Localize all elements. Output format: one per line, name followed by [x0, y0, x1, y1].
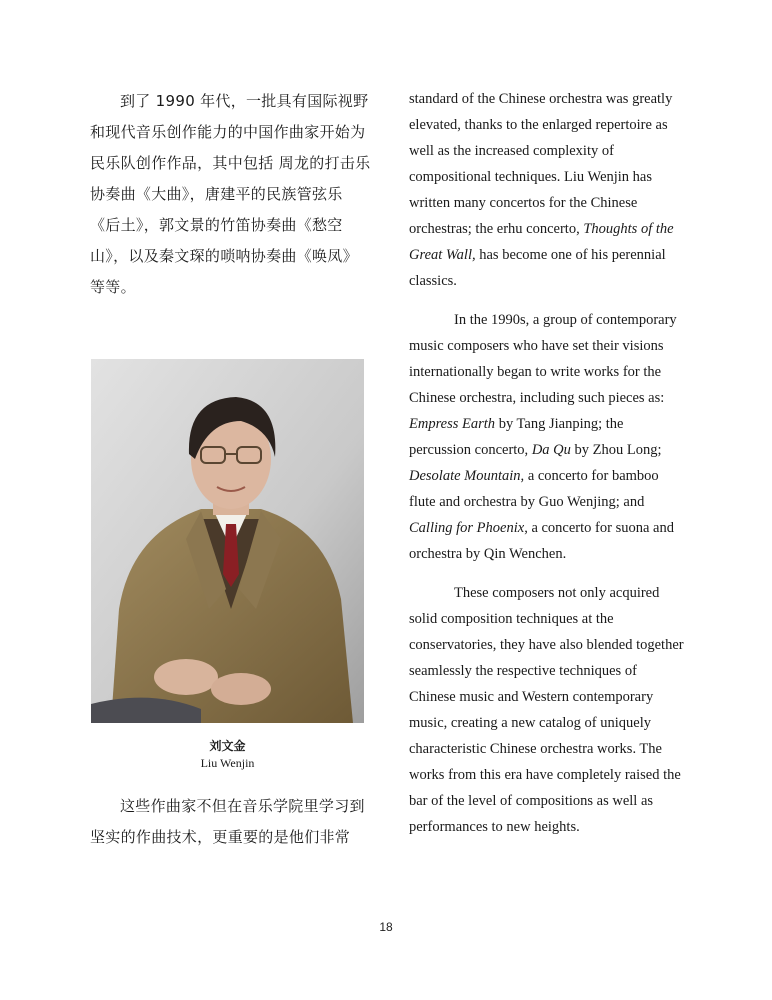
caption-chinese-name: 刘文金 — [209, 739, 246, 753]
paragraph-text: a concerto for bamboo flute and orchestra by Guo Wenjing; and — [409, 468, 659, 510]
work-title: Thoughts of the Great Wall, — [409, 221, 674, 263]
english-paragraph-1 — [409, 86, 684, 294]
paragraph-text: by Tang Jianping; the percussion concerto, — [409, 416, 624, 458]
page-number: 18 — [379, 920, 393, 934]
chinese-paragraph-2: 这些作曲家不但在音乐学院里学习到坚实的作曲技术，更重要的是他们非常 — [90, 797, 365, 846]
paragraph-text: , a concerto for suona and orchestra by Qin Wenchen. — [409, 520, 674, 562]
paragraph-text: by Zhou Long; — [570, 442, 662, 458]
left-column-bottom — [90, 791, 372, 853]
right-column — [409, 86, 684, 853]
paragraph-text: In the 1990s, a group of contemporary music composers who have set their visions internationally began to write works for the Chinese orchestra, including such pieces as: — [409, 312, 677, 406]
paragraph-text: standard of the Chinese orchestra was greatly elevated, thanks to the enlarged repertoire as well as the increased complexity of compositional techniques. Liu Wenjin has written many concertos for the Chinese orchestras; the erhu concerto, — [409, 91, 673, 237]
chinese-paragraph-1: 到了 1990 年代，一批具有国际视野和现代音乐创作能力的中国作曲家开始为民乐队创作作品，其中包括 周龙的打击乐协奏曲《大曲》，唐建平的民族管弦乐《后土》，郭文景的竹笛协奏曲《愁空山》，以及秦文琛的唢呐协奏曲《唤凤》等等。 — [90, 92, 371, 296]
work-title: Desolate Mountain, — [409, 468, 525, 484]
english-paragraph-3: These composers not only acquired solid composition techniques at the conservatories, they have also blended together seamlessly the respective techniques of Chinese music and Western contemporary music, creating a new catalog of uniquely characteristic Chinese orchestra works. The works from this era have completely raised the bar of the level of compositions as well as performances to new heights. — [409, 585, 684, 835]
work-title: Calling for Phoenix — [409, 520, 525, 536]
work-title: Da Qu — [531, 442, 571, 458]
english-paragraph-2 — [409, 307, 684, 567]
portrait-illustration — [91, 359, 364, 723]
left-column — [90, 86, 372, 303]
work-title: Empress Earth — [409, 416, 496, 432]
paragraph-text: has become one of his perennial classics. — [409, 247, 666, 289]
caption-english-name: Liu Wenjin — [200, 756, 255, 770]
photo-caption — [91, 738, 364, 772]
portrait-photo — [91, 359, 364, 723]
